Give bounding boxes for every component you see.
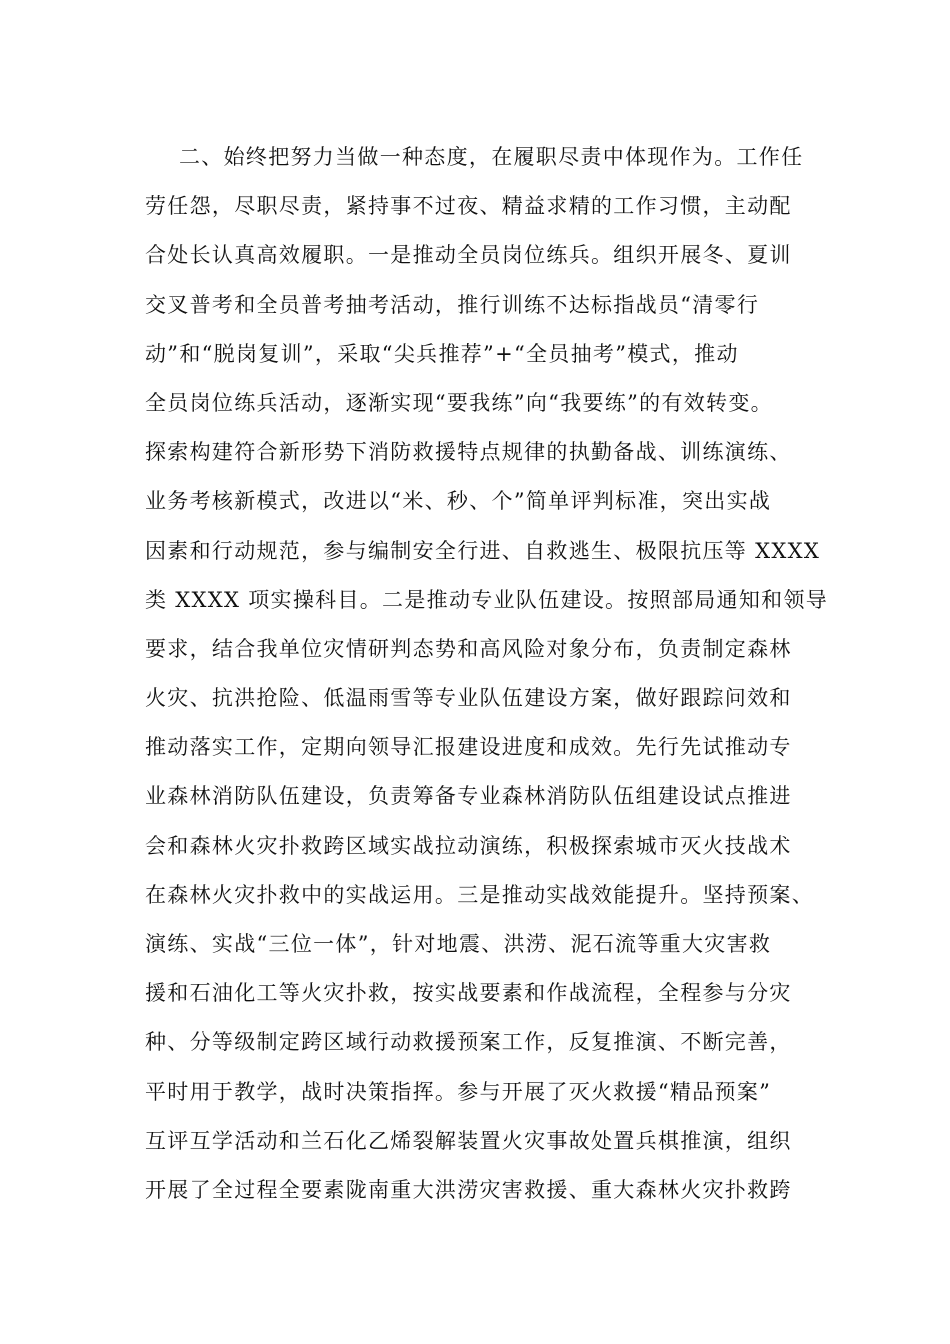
paragraph-line: 会和森林火灾扑救跨区域实战拉动演练，积极探索城市灭火技战术	[145, 833, 792, 858]
paragraph-line: 火灾、抗洪抢险、低温雨雪等专业队伍建设方案，做好跟踪问效和	[145, 686, 792, 711]
paragraph-line: 劳任怨，尽职尽责，紧持事不过夜、精益求精的工作习惯，主动配	[145, 194, 792, 219]
paragraph-line: 互评互学活动和兰石化乙烯裂解装置火灾事故处置兵棋推演，组织	[145, 1128, 792, 1153]
paragraph-line: 类 XXXX 项实操科目。二是推动专业队伍建设。按照部局通知和领导	[145, 587, 829, 612]
paragraph-line: 业森林消防队伍建设，负责筹备专业森林消防队伍组建设试点推进	[145, 784, 792, 809]
paragraph-line: 动”和“脱岗复训”，采取“尖兵推荐”+“全员抽考”模式，推动	[145, 341, 739, 366]
paragraph-line: 演练、实战“三位一体”，针对地震、洪涝、泥石流等重大灾害救	[145, 932, 772, 956]
paragraph-line: 全员岗位练兵活动，逐渐实现“要我练”向“我要练”的有效转变。	[145, 390, 773, 415]
paragraph-line: 推动落实工作，定期向领导汇报建设进度和成效。先行先试推动专	[145, 735, 792, 760]
paragraph-line: 二、始终把努力当做一种态度，在履职尽责中体现作为。工作任	[179, 145, 804, 169]
paragraph-line: 交叉普考和全员普考抽考活动，推行训练不达标指战员“清零行	[145, 292, 760, 317]
paragraph-line: 援和石油化工等火灾扑救，按实战要素和作战流程，全程参与分灾	[145, 981, 792, 1006]
paragraph-line: 种、分等级制定跨区域行动救援预案工作，反复推演、不断完善，	[145, 1030, 792, 1055]
paragraph-line: 开展了全过程全要素陇南重大洪涝灾害救援、重大森林火灾扑救跨	[145, 1177, 792, 1202]
paragraph-line: 业务考核新模式，改进以“米、秒、个”简单评判标准，突出实战	[145, 489, 772, 514]
paragraph-line: 平时用于教学，战时决策指挥。参与开展了灭火救援“精品预案”	[145, 1079, 772, 1104]
paragraph-line: 在森林火灾扑救中的实战运用。三是推动实战效能提升。坚持预案、	[145, 882, 814, 907]
paragraph-line: 要求，结合我单位灾情研判态势和高风险对象分布，负责制定森林	[145, 636, 792, 661]
paragraph-line: 合处长认真高效履职。一是推动全员岗位练兵。组织开展冬、夏训	[145, 243, 792, 268]
body-paragraph	[145, 133, 829, 1215]
paragraph-line: 因素和行动规范，参与编制安全行进、自救逃生、极限抗压等 XXXX	[145, 538, 821, 563]
paragraph-line: 探索构建符合新形势下消防救援特点规律的执勤备战、训练演练、	[145, 440, 792, 465]
